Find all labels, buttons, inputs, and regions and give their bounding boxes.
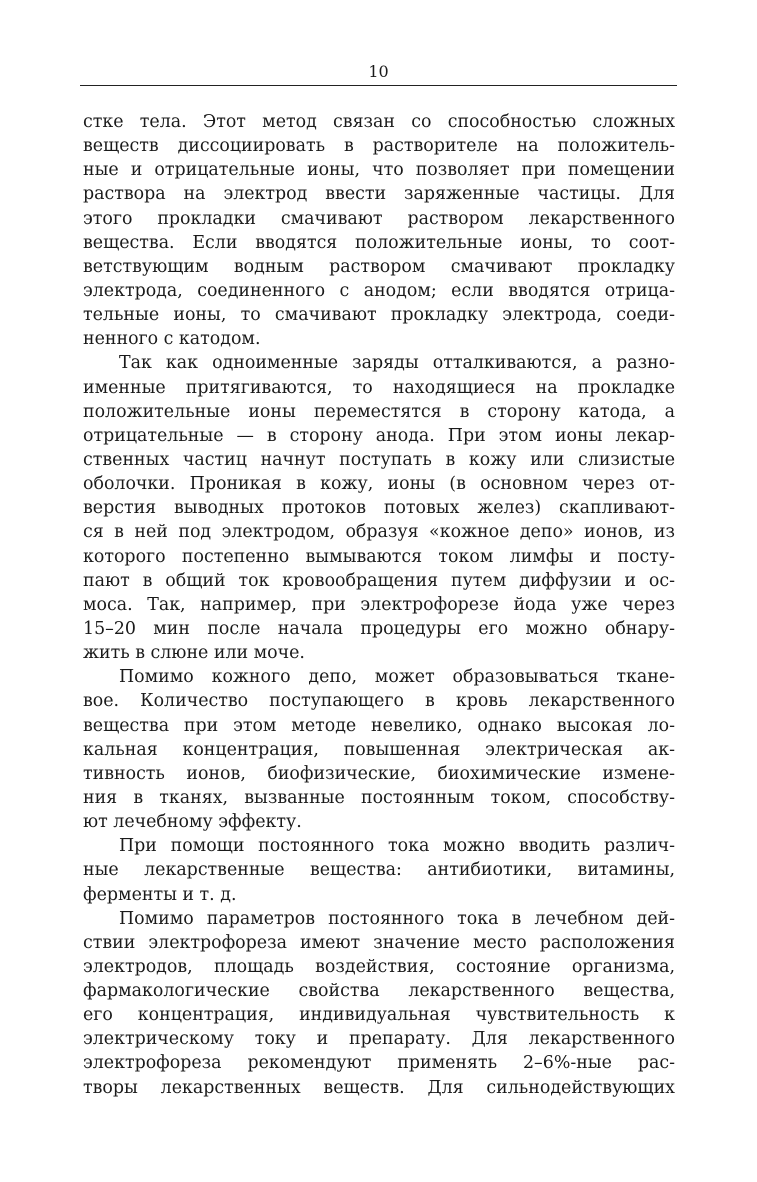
text-line: тивность ионов, биофизические, биохимические измене- <box>83 763 675 784</box>
body-text <box>83 110 675 1100</box>
text-line: Помимо кожного депо, может образовываться ткане- <box>119 667 675 688</box>
text-line: ственных частиц начнут поступать в кожу или слизистые <box>83 449 675 470</box>
text-line: положительные ионы переместятся в сторону катода, а <box>83 401 675 422</box>
text-line: ся в ней под электродом, образуя «кожное депо» ионов, из <box>83 522 675 543</box>
text-line: фармакологические свойства лекарственного вещества, <box>83 981 675 1002</box>
text-line: веществ диссоциировать в растворителе на положитель- <box>83 136 675 157</box>
paragraph <box>83 665 675 834</box>
text-line: стке тела. Этот метод связан со способностью сложных <box>83 112 675 132</box>
text-line: раствора на электрод ввести заряженные частицы. Для <box>83 184 675 205</box>
text-line: электродов, площадь воздействия, состояние организма, <box>83 956 675 977</box>
text-line: кальная концентрация, повышенная электрическая ак- <box>83 739 675 760</box>
text-line: При помощи постоянного тока можно вводить различ- <box>119 836 675 857</box>
text-line: моса. Так, например, при электрофорезе йода уже через <box>83 594 675 615</box>
text-line: вещества при этом методе невелико, однако высокая ло- <box>83 715 675 736</box>
text-line: вещества. Если вводятся положительные ионы, то соот- <box>83 232 675 253</box>
paragraph <box>83 110 675 351</box>
paragraph <box>83 351 675 665</box>
text-line: которого постепенно вымываются током лимфы и посту- <box>83 546 675 567</box>
text-line: тельные ионы, то смачивают прокладку электрода, соеди- <box>83 305 675 326</box>
page-number: 10 <box>368 62 389 81</box>
text-line: Так как одноименные заряды отталкиваются, а разно- <box>119 353 675 374</box>
text-line: электрическому току и препарату. Для лекарственного <box>83 1029 675 1050</box>
text-line: ветствующим водным раствором смачивают прокладку <box>83 256 675 277</box>
text-line: ют лечебному эффекту. <box>83 812 302 833</box>
text-line: ненного с катодом. <box>83 329 261 350</box>
paragraph <box>83 834 675 906</box>
text-line: 15–20 мин после начала процедуры его можно обнару- <box>83 618 675 639</box>
text-line: верстия выводных протоков потовых желез) скапливают- <box>83 498 675 519</box>
text-line: ферменты и т. д. <box>83 884 237 905</box>
text-line: пают в общий ток кровообращения путем диффузии и ос- <box>83 570 675 591</box>
text-line: вое. Количество поступающего в кровь лекарственного <box>83 691 675 712</box>
text-line: ствии электрофореза имеют значение место расположения <box>83 932 675 953</box>
text-line: именные притягиваются, то находящиеся на прокладке <box>83 377 675 398</box>
text-line: ния в тканях, вызванные постоянным током, способству- <box>83 787 675 808</box>
text-line: жить в слюне или моче. <box>83 643 305 664</box>
text-line: оболочки. Проникая в кожу, ионы (в основном через от- <box>83 474 675 495</box>
text-line: ные и отрицательные ионы, что позволяет при помещении <box>83 160 675 181</box>
text-line: его концентрация, индивидуальная чувствительность к <box>83 1005 675 1026</box>
text-line: этого прокладки смачивают раствором лекарственного <box>83 208 675 229</box>
text-line: творы лекарственных веществ. Для сильнодействующих <box>83 1077 675 1098</box>
text-line: электрода, соединенного с анодом; если вводятся отрица- <box>83 280 675 301</box>
text-line: отрицательные — в сторону анода. При этом ионы лекар- <box>83 425 675 446</box>
text-line: Помимо параметров постоянного тока в лечебном дей- <box>119 908 675 929</box>
text-line: ные лекарственные вещества: антибиотики, витамины, <box>83 860 675 881</box>
paragraph <box>83 907 675 1100</box>
header-rule <box>80 85 677 86</box>
text-line: электрофореза рекомендуют применять 2–6%-ные рас- <box>83 1053 675 1074</box>
